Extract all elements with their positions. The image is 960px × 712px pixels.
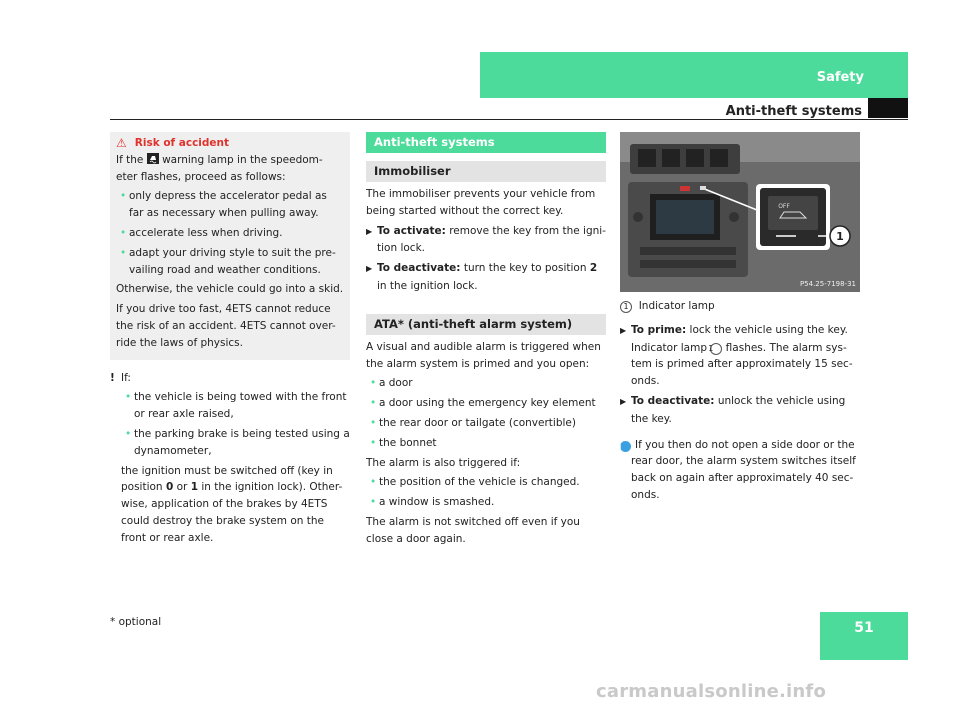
list-item-text: only depress the accelerator pedal as far as necessary when pulling away. <box>129 190 327 220</box>
list-item-text: the parking brake is being tested using a dynamometer, <box>134 427 350 457</box>
section-tab <box>480 52 908 98</box>
info-text: If you then do not open a side door or the rear door, the alarm system switches itself back on again after approximately 40 sec-onds. <box>631 438 856 501</box>
step-label: To deactivate: <box>631 394 715 407</box>
step-label: To deactivate: <box>377 262 461 275</box>
step-text: turn the key to position <box>463 262 587 275</box>
instruction-step <box>366 223 606 258</box>
list-item-text: the rear door or tailgate (convertible) <box>379 416 576 429</box>
ata-paragraph: A visual and audible alarm is triggered when the alarm system is primed and you open: <box>366 340 601 370</box>
list-item: • adapt your driving style to suit the pre-vailing road and weather conditions. <box>120 246 336 276</box>
list-item: • the position of the vehicle is changed. <box>370 476 580 489</box>
list-item: • the rear door or tailgate (convertible) <box>370 416 576 429</box>
ata-end: The alarm is not switched off even if you close a door again. <box>366 515 580 545</box>
column-right <box>620 132 860 507</box>
warning-heading <box>116 135 344 152</box>
list-item: • a window is smashed. <box>370 496 495 509</box>
callout-number: 1 <box>836 230 844 243</box>
warning-paragraph: If you drive too fast, 4ETS cannot reduce the risk of an accident. 4ETS cannot over-ride the laws of physics. <box>116 303 336 349</box>
header-marker <box>868 98 908 118</box>
list-item: • the vehicle is being towed with the front or rear axle raised, <box>125 391 347 421</box>
list-item: • the bonnet <box>370 436 437 449</box>
info-note <box>620 437 860 504</box>
arrow-right-icon: ▶ <box>620 396 627 406</box>
header-divider <box>110 119 908 120</box>
note-text-or: or <box>176 481 188 494</box>
arrow-right-icon: ▶ <box>366 264 373 274</box>
step-label: To prime: <box>631 323 687 336</box>
warning-intro-a: If the <box>116 153 144 166</box>
warning-intro-b: warning lamp in the speedom-eter flashes, proceed as follows: <box>116 153 323 183</box>
dashboard-photo <box>620 132 860 292</box>
step-text: remove the key from the igni-tion lock. <box>377 224 606 255</box>
list-item-text: adapt your driving style to suit the pre-vailing road and weather conditions. <box>129 246 336 276</box>
list-item: • only depress the accelerator pedal as far as necessary when pulling away. <box>120 190 327 220</box>
list-item-text: the bonnet <box>379 436 437 449</box>
arrow-right-icon: ▶ <box>366 226 373 236</box>
dashboard-illustration <box>620 132 860 292</box>
footnote: * optional <box>110 616 162 628</box>
skid-car-icon <box>147 153 159 164</box>
note-if: If: <box>121 371 131 384</box>
caution-exclamation-icon: ! <box>110 371 115 384</box>
subsection-heading: Immobiliser <box>366 161 606 182</box>
note-position-0: 0 <box>165 481 174 494</box>
callout-number-icon: 1 <box>620 301 632 313</box>
list-item-text: a door <box>379 377 413 390</box>
photo-code: P54.25-7198-31 <box>799 280 856 288</box>
legend-item <box>620 298 860 315</box>
list-item-text: the position of the vehicle is changed. <box>379 476 580 489</box>
page-title: Anti-theft systems <box>725 104 862 119</box>
warning-triangle-icon: ⚠ <box>116 136 127 150</box>
column-left <box>110 132 350 550</box>
subsection-heading: ATA* (anti-theft alarm system) <box>366 314 606 335</box>
ata-also: The alarm is also triggered if: <box>366 456 521 469</box>
list-item: • the parking brake is being tested using a dynamometer, <box>125 427 350 457</box>
page-number-tab <box>820 612 908 660</box>
list-item: • accelerate less when driving. <box>120 226 283 239</box>
note-text-b: in the ignition lock). Other-wise, application of the brakes by 4ETS could destroy the brake system on the front or rear axle. <box>121 481 343 544</box>
info-icon: i <box>620 441 631 452</box>
warning-title: Risk of accident <box>134 137 230 149</box>
photo-button-label: OFF <box>778 203 790 210</box>
step-text: flashes. The alarm sys-tem is primed after approximately 15 sec-onds. <box>631 341 853 388</box>
list-item: • a door <box>370 377 413 390</box>
callout-number-icon: 1 <box>710 343 722 355</box>
legend-label: Indicator lamp <box>638 300 715 312</box>
watermark: carmanualsonline.info <box>596 681 827 702</box>
list-item-text: the vehicle is being towed with the front or rear axle raised, <box>134 391 347 421</box>
instruction-step <box>366 260 606 295</box>
step-text: unlock the vehicle using the key. <box>631 394 846 425</box>
instruction-step <box>620 393 860 428</box>
caution-note <box>110 370 350 550</box>
arrow-right-icon: ▶ <box>620 325 627 335</box>
note-paragraph <box>121 463 350 547</box>
step-text: in the ignition lock. <box>377 279 478 292</box>
step-position: 2 <box>589 262 598 275</box>
immobiliser-paragraph: The immobiliser prevents your vehicle from being started without the correct key. <box>366 188 596 217</box>
page-number: 51 <box>854 620 874 636</box>
list-item-text: a door using the emergency key element <box>379 397 596 410</box>
warning-intro <box>116 152 344 186</box>
list-item-text: a window is smashed. <box>379 496 495 509</box>
note-text-a: the ignition must be switched off (key in position <box>121 464 333 494</box>
warning-paragraph: Otherwise, the vehicle could go into a skid. <box>116 283 344 296</box>
list-item: • a door using the emergency key element <box>370 397 596 410</box>
section-heading: Anti-theft systems <box>366 132 606 153</box>
column-middle <box>366 132 606 551</box>
section-label: Safety <box>816 70 864 85</box>
warning-box <box>110 132 350 360</box>
instruction-step <box>620 322 860 390</box>
step-text: lock the vehicle using the key. Indicator lamp <box>631 323 848 354</box>
note-position-1: 1 <box>190 481 198 494</box>
list-item-text: accelerate less when driving. <box>129 226 283 239</box>
step-label: To activate: <box>377 224 446 237</box>
